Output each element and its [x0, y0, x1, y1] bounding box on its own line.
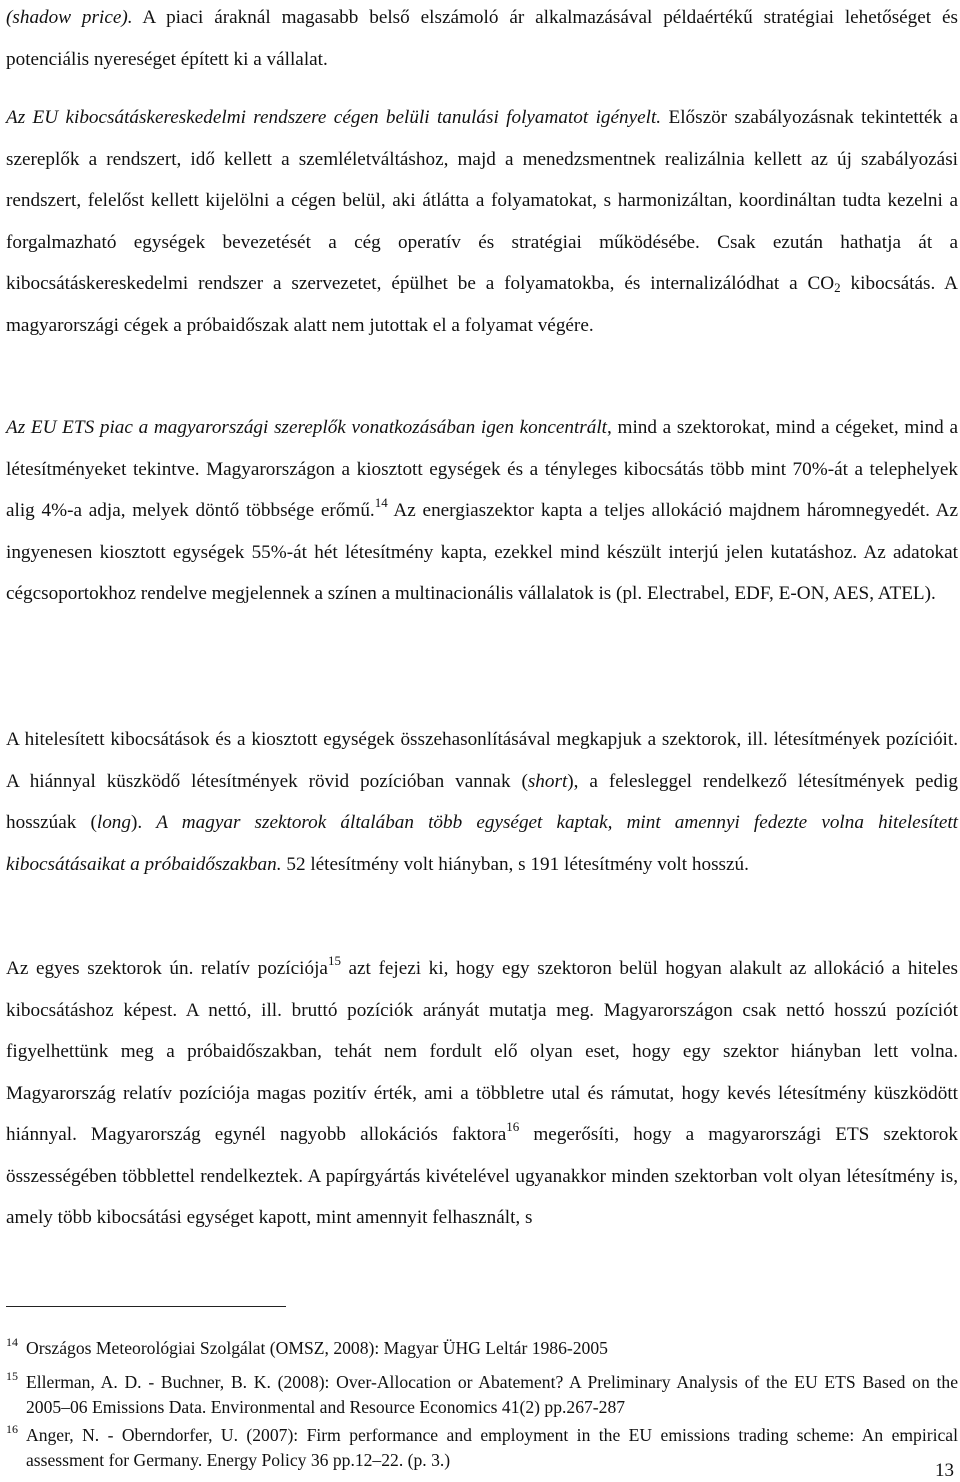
footnote-text: Anger, N. - Oberndorfer, U. (2007): Firm performance and employment in the EU emissions trading scheme: An empirical assessment for Germany. Energy Policy 36 pp.12–22. (p. 3.) — [26, 1425, 958, 1470]
footnote-number: 16 — [6, 1422, 18, 1436]
footnote-ref-14[interactable]: 14 — [374, 495, 388, 510]
footnote-ref-15[interactable]: 15 — [327, 953, 341, 968]
paragraph-learning-process — [6, 97, 958, 346]
paragraph-text: megerősíti, hogy a magyarországi ETS szektorok összességében többlettel rendelkeztek. A papírgyártás kivételével ugyanakkor minden szektorban volt olyan létesítmény is, amely több kibocsátási egységet kapott, mint amennyit felhasznált, s — [6, 1124, 958, 1228]
paragraph-text: Először szabályozásnak tekintették a szereplők a rendszert, idő kellett a szemléletváltáshoz, majd a menedzsmentnek realizálnia kellett az új szabályozási rendszert, felelőst kellett kijelölni a cégen belül, aki átlátta a folyamatokat, s harmonizáltan, koordináltan tudta kezelni a forgalmazható egységek bevezetését a cég operatív és stratégiai működésébe. Csak ezután hathatja át a kibocsátáskereskedelmi rendszer a szervezetet, épülhet be a folyamatokba, és internalizálódhat a CO — [6, 107, 958, 294]
footnote-number: 14 — [6, 1335, 18, 1349]
subscript: 2 — [834, 280, 841, 295]
paragraph-text: kibocsátás. A magyarországi cégek a próbaidőszak alatt nem jutottak el a folyamat végére. — [6, 273, 958, 336]
footnote-15 — [6, 1370, 958, 1420]
paragraph-relative-position — [6, 948, 958, 1239]
footnote-text: Ellerman, A. D. - Buchner, B. K. (2008): Over-Allocation or Abatement? A Preliminary Analysis of the EU ETS Based on the 2005–06 Emissions Data. Environmental and Resource Economics 41(2) pp.267-287 — [26, 1372, 958, 1417]
footnote-16 — [6, 1423, 958, 1473]
paragraph-text: Az energiaszektor kapta a teljes allokáció majdnem háromnegyedét. Az ingyenesen kiosztott egységek 55%-át hét létesítmény kapta, ezekkel mind készült interjú jelen kutatáshoz. Az adatokat cégcsoportokhoz rendelve megjelennek a színen a multinacionális vállalatok is (pl. Electrabel, EDF, E-ON, AES, ATEL). — [6, 500, 959, 604]
italic-term-long: long — [96, 812, 131, 833]
paragraph-text: , mind a szektorokat, mind a cégeket, mind a létesítményeket tekintve. Magyarországon a kiosztott egységek és a tényleges kibocsátás több mint 70%-át a telephelyek alig 4%-a adja, melyek döntő többsége erőmű. — [6, 417, 958, 521]
italic-term: (shadow price). — [6, 7, 133, 28]
paragraph-shadow-price — [6, 0, 958, 80]
paragraph-text: A hitelesített kibocsátások és a kiosztott egységek összehasonlításával megkapjuk a szektorok, ill. létesítmények pozícióit. A hiánnyal küszködő létesítmények rövid pozícióban vannak ( — [6, 729, 958, 792]
footnote-separator — [6, 1306, 286, 1307]
italic-lead-sentence: Az EU kibocsátáskereskedelmi rendszere cégen belüli tanulási folyamatot igényelt. — [6, 107, 662, 128]
paragraph-text: azt fejezi ki, hogy egy szektoron belül hogyan alakult az allokáció a hiteles kibocsátáshoz képest. A nettó, ill. bruttó pozíciók arányát mutatja meg. Magyarországon csak nettó hosszú pozíciót figyelhettünk meg a próbaidőszakban, tehát nem fordult elő olyan eset, hogy egy szektor hiányban lett volna. Magyarország relatív pozíciója magas pozitív érték, ami a többletre utal és rámutat, hogy kevés létesítmény küszködött hiánnyal. Magyarország egynél nagyobb allokációs faktora — [6, 958, 958, 1145]
footnote-14 — [6, 1336, 958, 1361]
paragraph-text: Az egyes szektorok ún. relatív pozíciója — [6, 958, 328, 979]
paragraph-text: ). — [130, 812, 157, 833]
footnote-text: Országos Meteorológiai Szolgálat (OMSZ, 2008): Magyar ÜHG Leltár 1986-2005 — [26, 1338, 608, 1358]
footnote-ref-16[interactable]: 16 — [506, 1119, 520, 1134]
footnote-number: 15 — [6, 1369, 18, 1383]
paragraph-positions — [6, 719, 958, 885]
page-number: 13 — [935, 1460, 954, 1481]
paragraph-text: 52 létesítmény volt hiányban, s 191 létesítmény volt hosszú. — [281, 853, 749, 875]
paragraph-text: A piaci áraknál magasabb belső elszámoló ár alkalmazásával példaértékű stratégiai lehetőséget és potenciális nyereséget épített ki a vállalat. — [6, 7, 958, 70]
paragraph-text: ), a felesleggel rendelkező létesítmények pedig hosszúak ( — [6, 770, 959, 833]
paragraph-concentration — [6, 407, 958, 615]
italic-key-finding: A magyar szektorok általában több egységet kaptak, mint amennyi fedezte volna hitelesített kibocsátásaikat a próbaidőszakban. — [6, 812, 958, 875]
italic-lead-sentence: Az EU ETS piac a magyarországi szereplők vonatkozásában igen koncentrált — [6, 417, 608, 438]
italic-term-short: short — [527, 770, 568, 792]
